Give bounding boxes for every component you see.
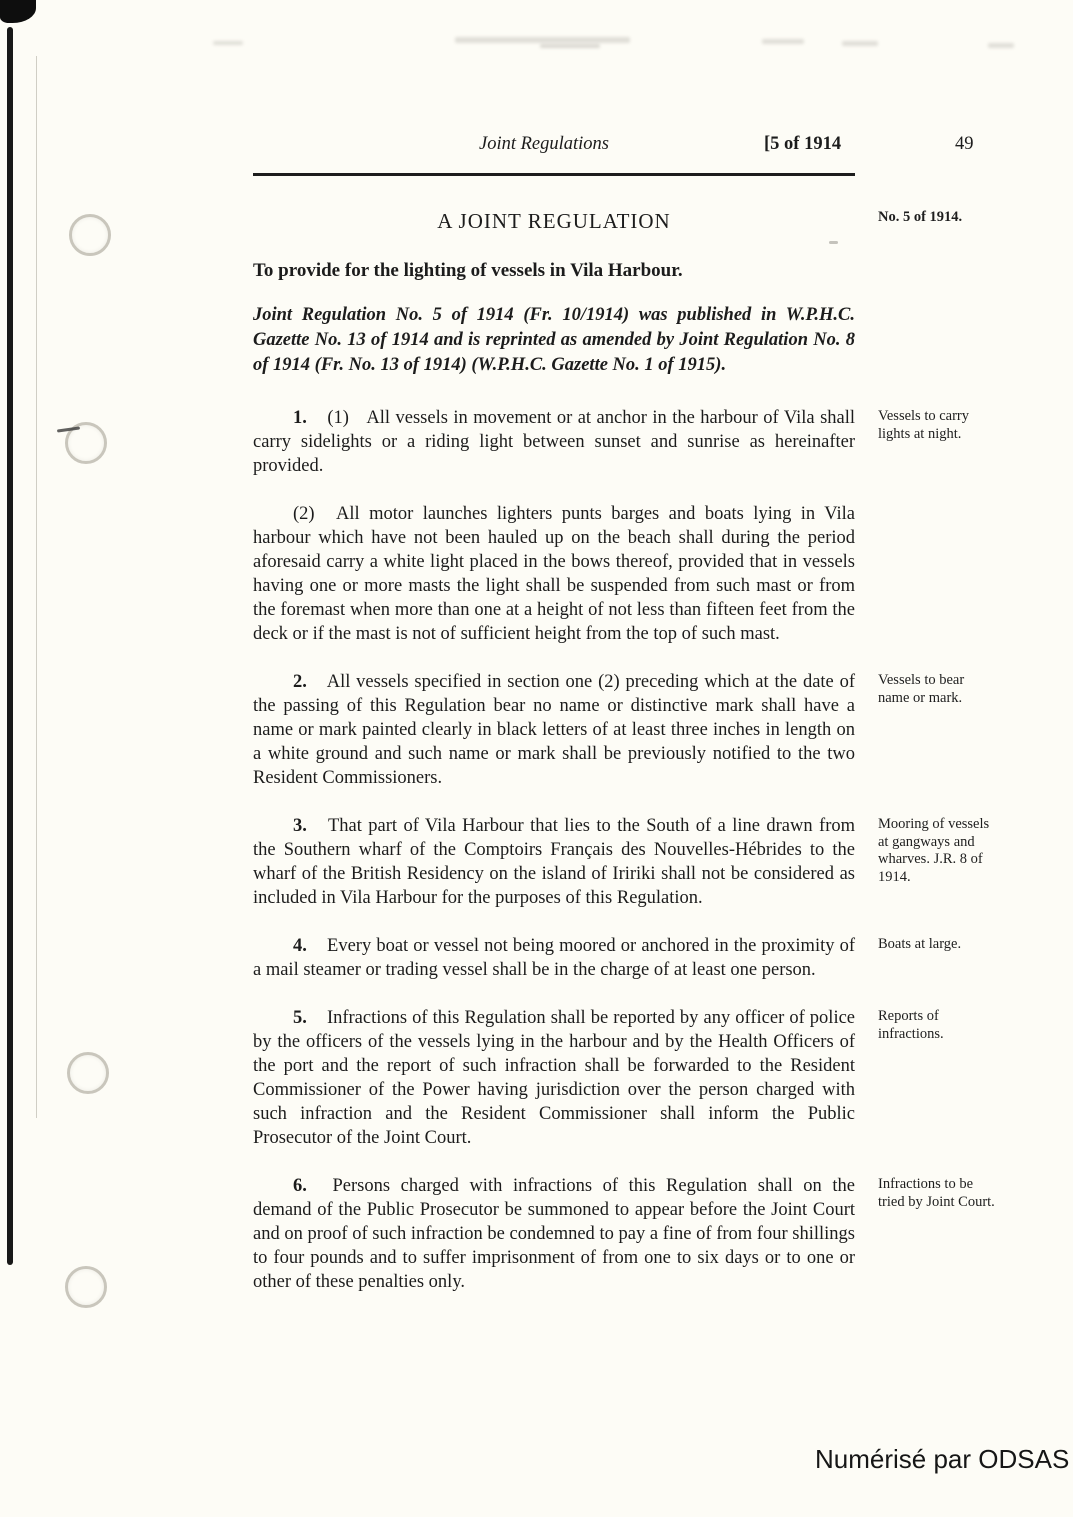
regulation-section <box>253 814 990 910</box>
paragraph <box>253 1174 855 1294</box>
regulation-section <box>253 934 962 982</box>
subsection-number: (2) <box>293 504 315 524</box>
margin-note: Boats at large. <box>878 936 962 952</box>
regulation-section <box>253 406 970 478</box>
section-number: 3. <box>293 816 307 836</box>
paragraph-text: All vessels specified in section one (2) preceding which at the date of the passing of this Regulation bear no name or distinctive mark shall have a name or mark painted clearly in black letters of at least three inches in length on a white ground and such name or mark shall be previously notified to the two Resident Commissioners. <box>253 672 856 788</box>
preamble: Joint Regulation No. 5 of 1914 (Fr. 10/1914) was published in W.P.H.C. Gazette No. 13 of 1914 and is reprinted as amended by Joint Regulation No. 8 of 1914 (Fr. No. 13 of 1914) (W.P.H.C. Gazette No. 1 of 1915). <box>253 305 855 375</box>
margin-note: Infractions to be tried by Joint Court. <box>878 1176 995 1210</box>
section-number: 4. <box>293 936 307 956</box>
paragraph <box>253 1006 855 1150</box>
subsection-number: (1) <box>327 408 349 428</box>
running-title: Joint Regulations <box>479 134 609 154</box>
scan-edge-line <box>36 56 37 1118</box>
section-number: 1. <box>293 408 307 428</box>
margin-note: Vessels to carry lights at night. <box>878 408 970 442</box>
regulation-section <box>253 1006 944 1150</box>
paragraph <box>253 934 855 982</box>
hole-punch <box>65 1266 107 1308</box>
section-number: 2. <box>293 672 307 692</box>
digitization-watermark: Numérisé par ODSAS <box>815 1444 1070 1474</box>
section-number: 5. <box>293 1008 307 1028</box>
regulation-subtitle: To provide for the lighting of vessels in Vila Harbour. <box>253 260 683 281</box>
header-rule <box>253 173 855 176</box>
paragraph <box>253 502 855 646</box>
paragraph <box>253 814 855 910</box>
scan-edge-bar <box>7 27 13 1265</box>
paragraph <box>253 406 855 478</box>
scan-corner-blob <box>0 0 36 23</box>
regulation-section <box>253 670 965 790</box>
scan-smudge <box>540 44 600 48</box>
document-page <box>253 134 998 1318</box>
scan-smudge <box>988 43 1014 48</box>
paragraph-text: All vessels in movement or at anchor in the harbour of Vila shall carry sidelights or a riding light between sunset and sunrise as hereinafter provided. <box>253 408 856 476</box>
citation: [5 of 1914 <box>764 134 842 154</box>
scan-smudge <box>213 41 243 45</box>
heading-row <box>253 209 963 234</box>
paragraph-text: Infractions of this Regulation shall be reported by any officer of police by the officers of the vessels lying in the harbour and by the Health Officers of the port and the report of such infraction shall be forwarded to the Resident Commissioner of the Power having jurisdiction over the person charged with such infraction and the Resident Commissioner shall inform the Public Prosecutor of the Joint Court. <box>253 1008 856 1148</box>
hole-punch <box>67 1052 109 1094</box>
section-number: 6. <box>293 1176 307 1196</box>
margin-note-regulation-number: No. 5 of 1914. <box>878 209 963 225</box>
scan-smudge <box>842 41 878 46</box>
margin-note: Vessels to bear name or mark. <box>878 672 965 706</box>
page-header <box>253 134 998 160</box>
scan-smudge <box>455 37 630 43</box>
hole-punch <box>69 214 111 256</box>
margin-note: Mooring of vessels at gangways and wharves. J.R. 8 of 1914. <box>878 816 990 885</box>
paragraph-text: That part of Vila Harbour that lies to the South of a line drawn from the Southern wharf of the Comptoirs Français des Nouvelles-Hébrides to the wharf of the British Residency on the island of Iririki shall not be considered as included in Vila Harbour for the purposes of this Regulation. <box>253 816 855 908</box>
page-number: 49 <box>955 134 974 154</box>
paragraph-text: All motor launches lighters punts barges and boats lying in Vila harbour which have not been hauled up on the beach shall during the period aforesaid carry a white light placed in the bows thereof, provided that in vessels having one or more masts the light shall be suspended from such mast or from the foremast when more than one at a height of not less than fifteen feet from the deck or if the mast is not of sufficient height from the top of such mast. <box>253 504 856 644</box>
paragraph-text: Every boat or vessel not being moored or anchored in the proximity of a mail steamer or trading vessel shall be in the charge of at least one person. <box>253 936 856 980</box>
margin-note: Reports of infractions. <box>878 1008 944 1042</box>
regulation-section <box>253 502 855 646</box>
scan-smudge <box>762 39 804 44</box>
regulation-section <box>253 1174 995 1294</box>
paragraph <box>253 670 855 790</box>
main-heading: A JOINT REGULATION <box>437 209 671 233</box>
paragraph-text: Persons charged with infractions of this Regulation shall on the demand of the Public Prosecutor be summoned to appear before the Joint Court and on proof of such infraction be condemned to pay a fine of from four shillings to four pounds and to suffer imprisonment of from one to six days or to one or other of these penalties only. <box>253 1176 856 1292</box>
